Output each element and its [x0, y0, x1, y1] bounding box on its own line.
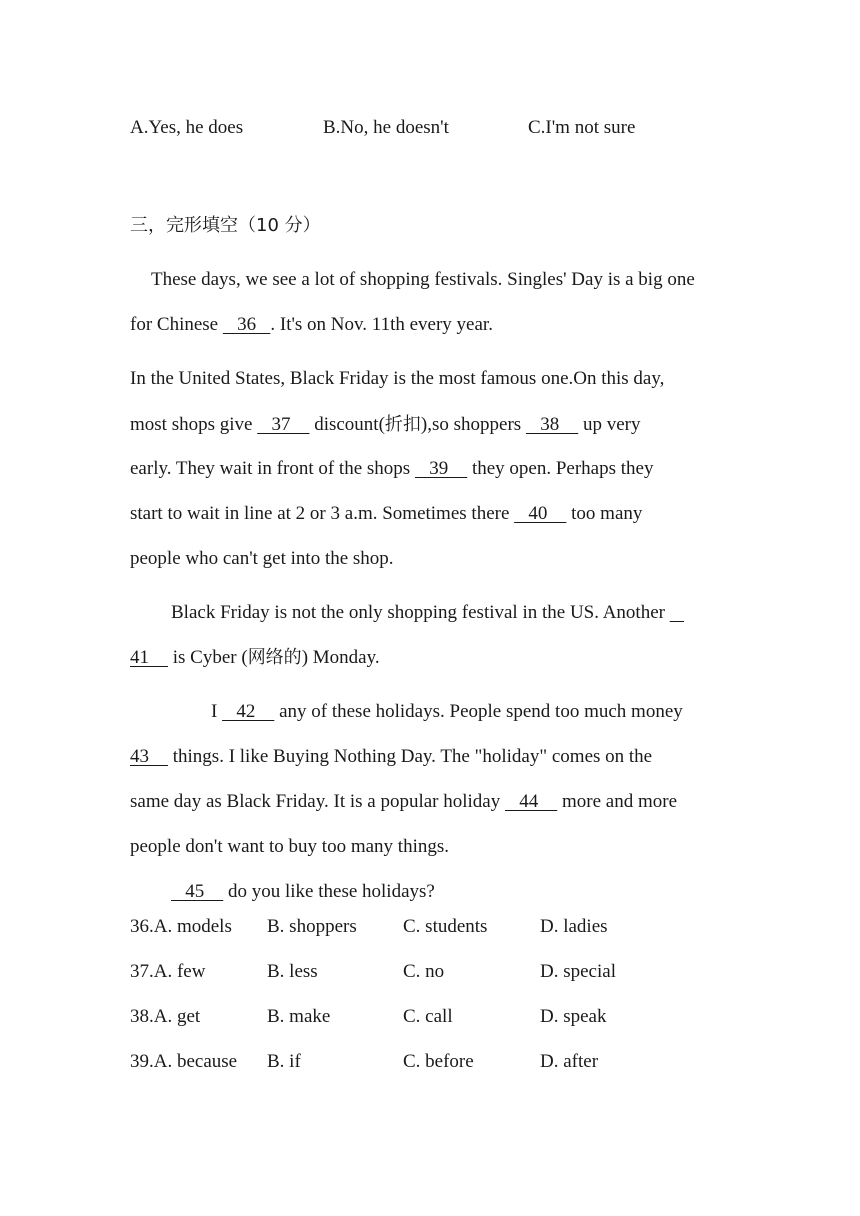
passage-line	[130, 457, 653, 481]
passage-cjk-text: 折扣	[384, 414, 421, 435]
passage-line	[171, 880, 435, 904]
section-heading	[130, 214, 321, 238]
question-option-d: D. after	[540, 1051, 599, 1072]
blank-44: 44	[504, 791, 558, 812]
question-option-c: C. students	[403, 916, 488, 937]
blank-43: 43	[130, 746, 168, 767]
blank-36: 36	[222, 314, 271, 335]
blank-37: 37	[257, 414, 310, 435]
blank-45: 45	[171, 881, 224, 902]
blank-38: 38	[525, 414, 579, 435]
question-option-d: D. special	[540, 961, 616, 982]
question-option-a: 38.A. get	[130, 1006, 201, 1027]
passage-text: too many	[571, 503, 643, 524]
prev-option-c: C.I'm not sure	[528, 117, 636, 138]
passage-text: do you like these holidays?	[228, 881, 435, 902]
question-option-a: 36.A. models	[130, 916, 232, 937]
passage-line	[211, 700, 683, 724]
passage-text: I	[211, 701, 218, 722]
question-option-b: B. less	[267, 961, 318, 982]
question-option-c: C. no	[403, 961, 445, 982]
question-option-d: D. ladies	[540, 916, 608, 937]
passage-text: . It's on Nov. 11th every year.	[270, 314, 493, 335]
passage-line: people who can't get into the shop.	[130, 548, 394, 569]
passage-text: more and more	[561, 791, 677, 812]
blank-39: 39	[414, 458, 468, 479]
passage-line: In the United States, Black Friday is the most famous one.On this day,	[130, 368, 665, 389]
question-option-d: D. speak	[540, 1006, 607, 1027]
passage-line	[130, 790, 677, 814]
passage-text: early. They wait in front of the shops	[130, 458, 411, 479]
passage-text: for Chinese	[130, 314, 219, 335]
passage-text: things. I like Buying Nothing Day. The "holiday" comes on the	[172, 746, 653, 767]
blank-41-start	[670, 602, 684, 623]
passage-text: start to wait in line at 2 or 3 a.m. Sometimes there	[130, 503, 510, 524]
passage-text: any of these holidays. People spend too much money	[279, 701, 683, 722]
blank-40: 40	[514, 503, 567, 524]
blank-42: 42	[222, 701, 275, 722]
passage-line	[171, 601, 684, 625]
passage-line: people don't want to buy too many things.	[130, 836, 450, 857]
passage-text: most shops give	[130, 414, 253, 435]
passage-text: is Cyber (	[172, 647, 248, 668]
question-option-a: 37.A. few	[130, 961, 206, 982]
passage-line	[130, 646, 380, 670]
passage-text: ),so shoppers	[420, 414, 522, 435]
passage-text: up very	[582, 414, 641, 435]
passage-text: ) Monday.	[301, 647, 380, 668]
question-option-c: C. call	[403, 1006, 453, 1027]
passage-text: they open. Perhaps they	[471, 458, 654, 479]
passage-text: Black Friday is not the only shopping festival in the US. Another	[171, 602, 665, 623]
passage-line: These days, we see a lot of shopping festivals. Singles' Day is a big one	[151, 269, 695, 290]
passage-text: discount(	[314, 414, 385, 435]
passage-line	[130, 502, 642, 526]
section-heading-text: 三，完形填空（10 分）	[130, 215, 321, 236]
question-option-b: B. if	[267, 1051, 301, 1072]
prev-option-a: A.Yes, he does	[130, 117, 244, 138]
question-option-b: B. make	[267, 1006, 331, 1027]
passage-cjk-text: 网络的	[247, 647, 302, 668]
blank-41: 41	[130, 647, 168, 668]
question-option-a: 39.A. because	[130, 1051, 238, 1072]
question-option-c: C. before	[403, 1051, 474, 1072]
passage-line	[130, 413, 640, 437]
prev-option-b: B.No, he doesn't	[323, 117, 449, 138]
passage-line	[130, 313, 493, 337]
passage-text: same day as Black Friday. It is a popular holiday	[130, 791, 501, 812]
question-option-b: B. shoppers	[267, 916, 357, 937]
passage-line	[130, 745, 652, 769]
